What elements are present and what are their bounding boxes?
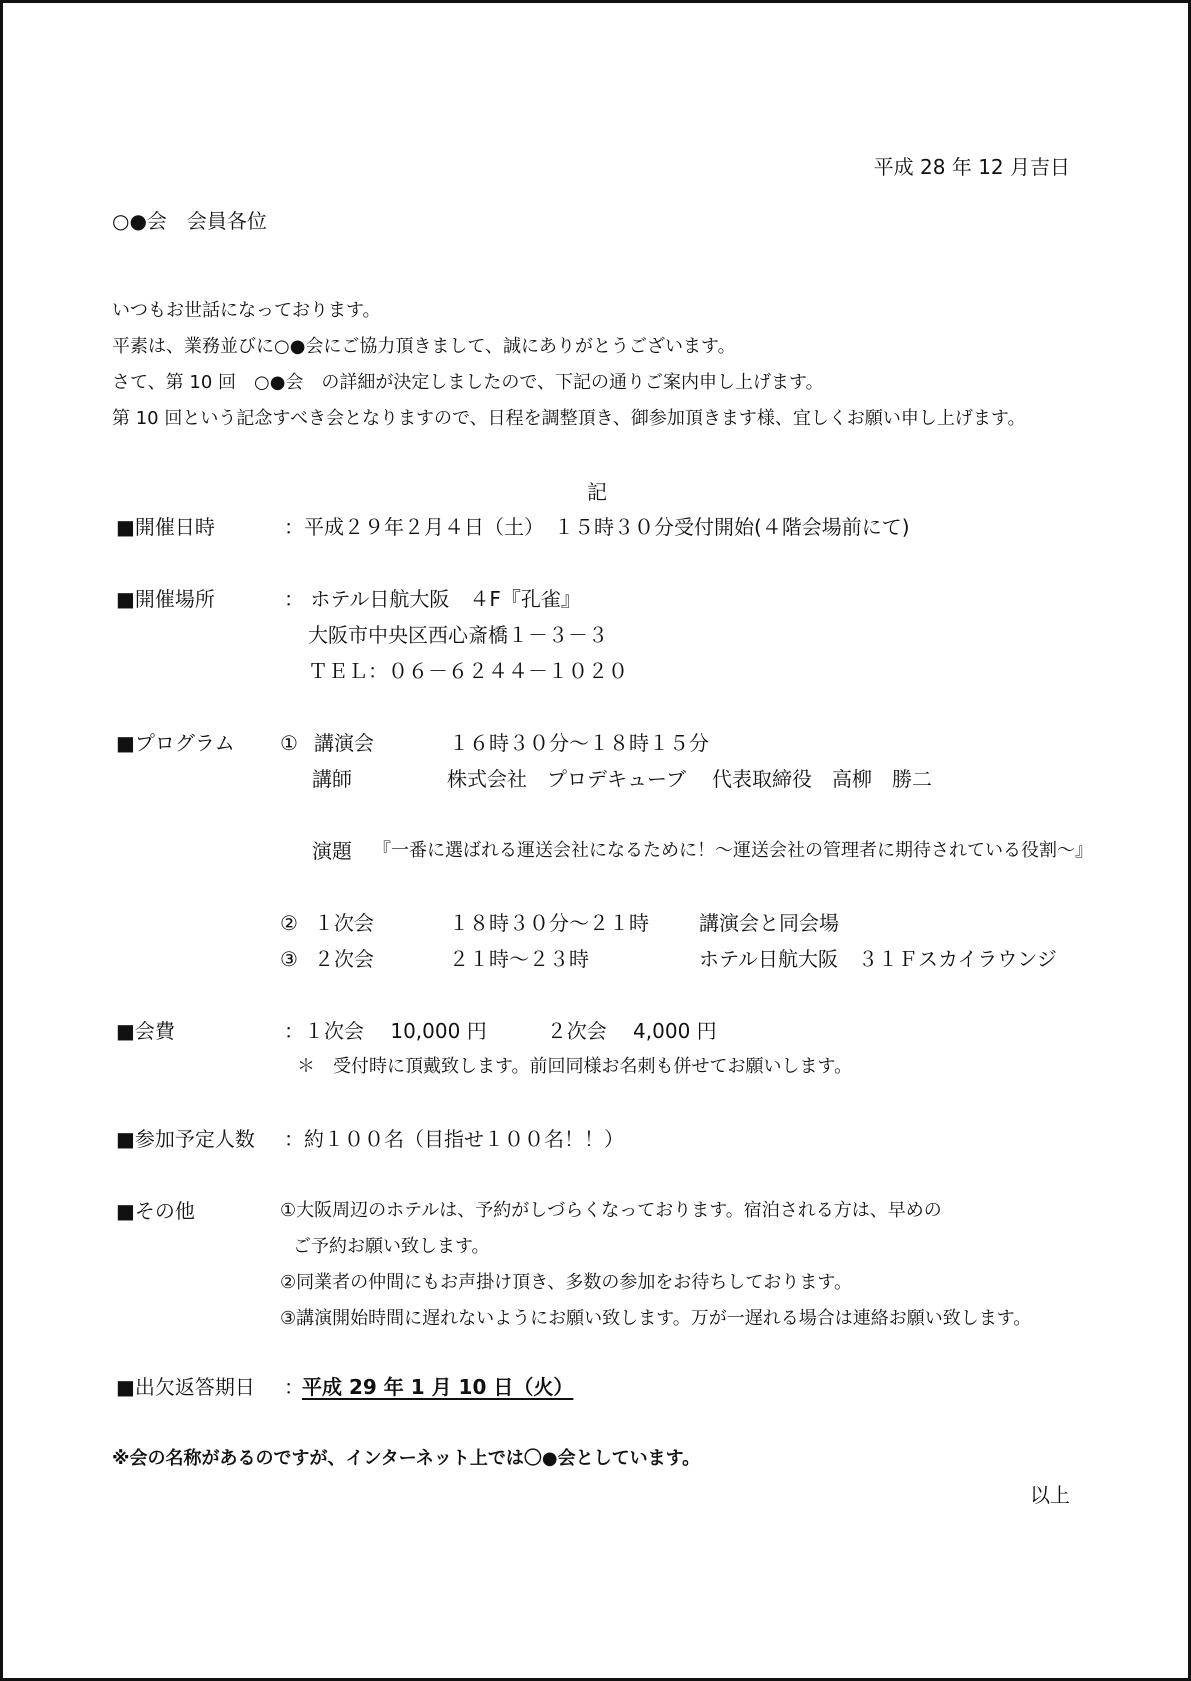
venue-name: ： ホテル日航大阪 ４F『孔雀』 — [284, 587, 581, 611]
fee-amounts: ：１次会 10,000 円 ２次会 4,000 円 — [284, 1019, 717, 1043]
party1-time: １８時３０分～２１時 — [449, 911, 649, 935]
program-lecture-name: 講演会 — [314, 731, 374, 755]
rsvp-colon: ： — [284, 1375, 304, 1399]
ki-heading: 記 — [587, 480, 607, 504]
other-label: ■その他 — [116, 1199, 195, 1223]
fee-label: ■会費 — [116, 1019, 175, 1043]
lecturer-label: 講師 — [312, 767, 352, 791]
intro-line-1: いつもお世話になっております。 — [112, 300, 381, 321]
other-line-3: ②同業者の仲間にもお声掛け頂き、多数の参加をお待ちしております。 — [280, 1272, 852, 1293]
party1-number: ② — [280, 911, 298, 935]
lecturer-title: 代表取締役 高柳 勝二 — [712, 767, 932, 791]
party2-number: ③ — [280, 947, 298, 971]
lecturer-company: 株式会社 プロデキューブ — [447, 767, 686, 791]
party2-name: ２次会 — [314, 947, 374, 971]
other-line-4: ③講演開始時間に遅れないようにお願い致します。万が一遅れる場合は連絡お願い致します。 — [280, 1308, 1032, 1329]
fee-note: ＊ 受付時に頂戴致します。前回同様お名刺も併せてお願いします。 — [297, 1056, 853, 1077]
closing-text: 以上 — [1030, 1483, 1070, 1507]
intro-line-4: 第 10 回という記念すべき会となりますので、日程を調整頂き、御参加頂きます様、宜しくお願い申し上げます。 — [112, 408, 1026, 429]
attendees-value: ：約１００名（目指せ１００名！！） — [284, 1127, 624, 1151]
intro-line-2: 平素は、業務並びに○●会にご協力頂きまして、誠にありがとうございます。 — [112, 336, 736, 357]
event-date-label: ■開催日時 — [116, 515, 215, 539]
other-line-2: ご予約お願い致します。 — [293, 1236, 490, 1257]
venue-phone: ＴＥＬ：０６－６２４４－１０２０ — [308, 659, 628, 683]
party1-place: 講演会と同会場 — [699, 911, 839, 935]
other-line-1: ①大阪周辺のホテルは、予約がしづらくなっております。宿泊される方は、早めの — [280, 1200, 942, 1221]
party2-place: ホテル日航大阪 ３１Ｆスカイラウンジ — [699, 947, 1057, 971]
venue-address: 大阪市中央区西心斎橋１－３－３ — [308, 623, 608, 647]
document-date: 平成 28 年 12 月吉日 — [873, 155, 1070, 179]
program-lecture-number: ① — [280, 731, 298, 755]
footnote: ※会の名称があるのですが、インターネット上では〇●会としています。 — [112, 1448, 701, 1469]
party2-time: ２１時～２３時 — [449, 947, 589, 971]
rsvp-label: ■出欠返答期日 — [116, 1375, 255, 1399]
program-label: ■プログラム — [116, 731, 235, 755]
event-date-value: ：平成２９年２月４日（土） １５時３０分受付開始(４階会場前にて) — [284, 515, 910, 539]
theme-title: 『一番に選ばれる運送会社になるために！～運送会社の管理者に期待されている役割～』 — [373, 840, 1093, 861]
addressee: ○●会 会員各位 — [112, 209, 267, 233]
attendees-label: ■参加予定人数 — [116, 1127, 255, 1151]
theme-label: 演題 — [312, 839, 352, 863]
venue-label: ■開催場所 — [116, 587, 215, 611]
intro-line-3: さて、第 10 回 ○●会 の詳細が決定しましたので、下記の通りご案内申し上げます。 — [112, 372, 824, 393]
program-lecture-time: １６時３０分～１８時１５分 — [449, 731, 709, 755]
party1-name: １次会 — [314, 911, 374, 935]
rsvp-date: 平成 29 年 1 月 10 日（火） — [302, 1375, 574, 1399]
